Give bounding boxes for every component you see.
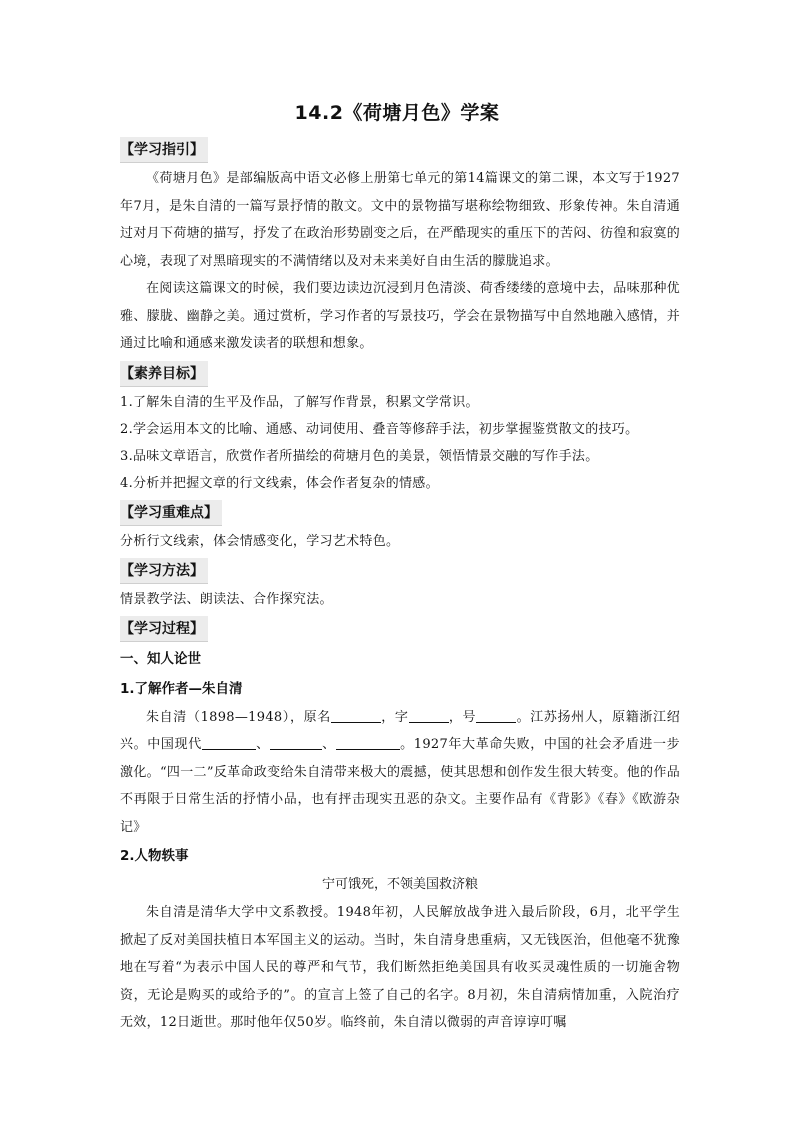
goal-item-1: 1.了解朱自清的生平及作品，了解写作背景，积累文学常识。 xyxy=(120,394,479,410)
page-title: 14.2《荷塘月色》学案 xyxy=(294,102,500,124)
document-body xyxy=(120,134,680,1037)
blank-courtesy-name[interactable] xyxy=(409,707,449,723)
section-heading-process: 【学习过程】 xyxy=(120,616,208,642)
blank-identity-1[interactable] xyxy=(202,734,256,750)
author-text-f: 、 xyxy=(321,737,336,752)
author-text-b: ，字 xyxy=(380,709,409,725)
section-heading-keypoints: 【学习重难点】 xyxy=(120,500,222,526)
author-paragraph xyxy=(120,704,680,842)
author-text-c: ，号 xyxy=(448,709,477,725)
author-text-a: 朱自清（1898—1948），原名 xyxy=(146,709,331,725)
story-title: 宁可饿死，不领美国救济粮 xyxy=(321,877,478,892)
blank-pen-name[interactable] xyxy=(476,707,516,723)
part-heading-1: 一、知人论世 xyxy=(120,650,201,667)
guide-paragraph-1: 《荷塘月色》是部编版高中语文必修上册第七单元的第14篇课文的第二课，本文写于1927年7月，是朱自清的一篇写景抒情的散文。文中的景物描写堪称绘物细致、形象传神。朱自清通过对月下荷塘的描写，抒发了在政治形势剧变之后，在严酷现实的重压下的苦闷、彷徨和寂寞的心境，表现了对黑暗现实的不满情绪以及对未来美好自由生活的朦胧追求。 xyxy=(120,171,680,269)
author-text-e: 、 xyxy=(255,737,270,752)
section-heading-methods: 【学习方法】 xyxy=(120,558,208,584)
goal-item-4: 4.分析并把握文章的行文线索，体会作者复杂的情感。 xyxy=(120,475,439,491)
section-heading-goals: 【素养目标】 xyxy=(120,361,208,387)
goal-item-3: 3.品味文章语言，欣赏作者所描绘的荷塘月色的美景，领悟情景交融的写作手法。 xyxy=(120,448,599,464)
goal-item-2: 2.学会运用本文的比喻、通感、动词使用、叠音等修辞手法，初步掌握鉴赏散文的技巧。 xyxy=(120,421,639,437)
subheading-author: 1.了解作者—朱自清 xyxy=(120,680,243,697)
story-paragraph: 朱自清是清华大学中文系教授。1948年初，人民解放战争进入最后阶段，6月，北平学生掀起了反对美国扶植日本军国主义的运动。当时，朱自清身患重病，又无钱医治，但他毫不犹豫地在写着“为表示中国人民的尊严和气节，我们断然拒绝美国具有收买灵魂性质的一切施舍物资，无论是购买的或给予的”。的宣言上签了自己的名字。8月初，朱自清病情加重，入院治疗无效，12日逝世。那时他年仅50岁。临终前，朱自清以微弱的声音谆谆叮嘱 xyxy=(120,905,680,1030)
guide-paragraph-2: 在阅读这篇课文的时候，我们要边读边沉浸到月色清淡、荷香缕缕的意境中去，品味那种优雅、朦胧、幽静之美。通过赏析，学习作者的写景技巧，学会在景物描写中自然地融入感情，并通过比喻和通感来激发读者的联想和想象。 xyxy=(120,281,680,351)
subheading-anecdote: 2.人物轶事 xyxy=(120,848,189,864)
author-text-d: 。江苏扬州人，原籍浙江绍兴。中国现代 xyxy=(120,709,680,752)
section-heading-guide: 【学习指引】 xyxy=(120,137,208,163)
methods-text: 情景教学法、朗读法、合作探究法。 xyxy=(120,591,333,607)
blank-identity-3[interactable] xyxy=(336,734,400,750)
blank-identity-2[interactable] xyxy=(270,734,322,750)
author-text-g: 。1927年大革命失败，中国的社会矛盾进一步激化。“四一二”反革命政变给朱自清带来极大的震撼，使其思想和创作发生很大转变。他的作品不再限于日常生活的抒情小品，也有抨击现实丑恶的杂文。主要作品有《背影》《春》《欧游杂记》 xyxy=(120,737,680,835)
keypoints-text: 分析行文线索，体会情感变化，学习艺术特色。 xyxy=(120,533,400,549)
blank-original-name[interactable] xyxy=(331,707,381,723)
